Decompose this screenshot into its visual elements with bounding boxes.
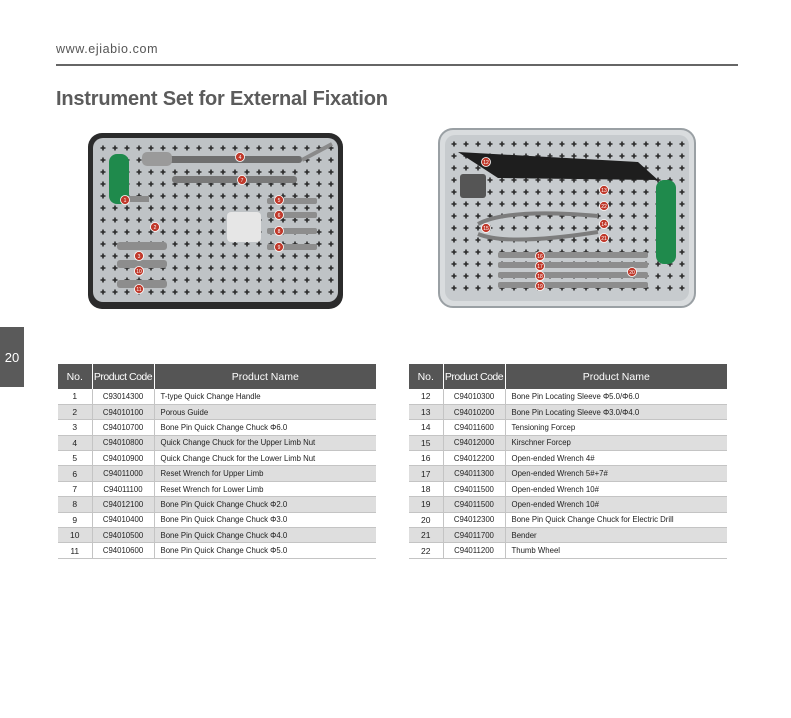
page-number-tab: 20 [0, 327, 24, 387]
item-number: 21 [409, 528, 443, 543]
product-name: Open-ended Wrench 10# [505, 497, 727, 512]
product-code: C94012100 [92, 497, 154, 512]
instrument-tray-right-photo [438, 128, 696, 308]
item-number: 4 [58, 435, 92, 450]
callout-number: 11 [136, 287, 142, 293]
table-row [58, 481, 376, 496]
table-header-row [58, 364, 376, 389]
header-product-code: Product Code [92, 364, 154, 389]
header-product-name: Product Name [154, 364, 376, 389]
reset-wrench-lower-shaft [172, 176, 297, 183]
product-name: Open-ended Wrench 5#+7# [505, 466, 727, 481]
callout-number: 1 [123, 198, 127, 204]
table-row [409, 420, 727, 435]
callout-number: 7 [240, 178, 244, 184]
table-row [58, 528, 376, 543]
item-number: 5 [58, 451, 92, 466]
product-code: C94010400 [92, 512, 154, 527]
product-code: C94010100 [92, 404, 154, 419]
item-number: 19 [409, 497, 443, 512]
header-product-name: Product Name [505, 364, 727, 389]
callout-number: 20 [629, 270, 635, 276]
page-title: Instrument Set for External Fixation [56, 88, 388, 110]
instrument-table-left [58, 364, 376, 559]
table-right-body [409, 389, 727, 558]
item-number: 7 [58, 481, 92, 496]
callout-number: 19 [537, 284, 543, 290]
callout-number: 16 [537, 254, 543, 260]
item-number: 2 [58, 404, 92, 419]
table-row [58, 435, 376, 450]
table-row [409, 451, 727, 466]
table-row [58, 497, 376, 512]
instrument-table-right [409, 364, 727, 559]
product-name: Bone Pin Quick Change Chuck Φ4.0 [154, 528, 376, 543]
table-row [58, 404, 376, 419]
reset-wrench-upper-head [142, 152, 172, 166]
callout-number: 5 [277, 198, 281, 204]
product-name: Bone Pin Quick Change Chuck Φ5.0 [154, 543, 376, 558]
table-row [409, 497, 727, 512]
product-name: Quick Change Chuck for the Upper Limb Nut [154, 435, 376, 450]
porous-guide [227, 212, 261, 242]
wrench-18 [498, 272, 648, 278]
drill-chuck-head [460, 174, 486, 198]
header-product-code: Product Code [443, 364, 505, 389]
product-code: C94011600 [443, 420, 505, 435]
product-name: Reset Wrench for Upper Limb [154, 466, 376, 481]
callout-number: 4 [238, 155, 242, 161]
product-code: C94010600 [92, 543, 154, 558]
callout-number: 3 [137, 254, 141, 260]
callout-number: 15 [483, 226, 489, 232]
product-name: Bone Pin Quick Change Chuck for Electric Drill [505, 512, 727, 527]
callout-number: 9 [277, 245, 281, 251]
table-row [58, 543, 376, 558]
table-row [58, 451, 376, 466]
product-name: T-type Quick Change Handle [154, 389, 376, 404]
product-name: Porous Guide [154, 404, 376, 419]
table-row [409, 435, 727, 450]
item-number: 12 [409, 389, 443, 404]
item-number: 13 [409, 404, 443, 419]
table-row [409, 528, 727, 543]
callout-number: 10 [136, 269, 142, 275]
tray-left-illustration [87, 132, 344, 310]
instrument-tray-left-photo [87, 132, 344, 310]
product-name: Thumb Wheel [505, 543, 727, 558]
product-name: Tensioning Forcep [505, 420, 727, 435]
callout-number: 22 [601, 204, 607, 210]
product-code: C94011300 [443, 466, 505, 481]
wrench-19 [498, 282, 648, 288]
table-row [58, 420, 376, 435]
table-row [409, 404, 727, 419]
item-number: 18 [409, 481, 443, 496]
tray-right-illustration [438, 128, 696, 308]
product-code: C94012300 [443, 512, 505, 527]
item-number: 6 [58, 466, 92, 481]
header-rule [56, 64, 738, 66]
callout-number: 18 [537, 274, 543, 280]
item-number: 1 [58, 389, 92, 404]
table-header-row [409, 364, 727, 389]
product-name: Bone Pin Locating Sleeve Φ5.0/Φ6.0 [505, 389, 727, 404]
product-code: C94010500 [92, 528, 154, 543]
product-name: Reset Wrench for Lower Limb [154, 481, 376, 496]
product-code: C94012200 [443, 451, 505, 466]
product-code: C94010900 [92, 451, 154, 466]
product-name: Kirschner Forcep [505, 435, 727, 450]
wrench-17 [498, 262, 648, 268]
product-code: C94011200 [443, 543, 505, 558]
callout-number: 12 [483, 160, 489, 166]
product-name: Bone Pin Quick Change Chuck Φ6.0 [154, 420, 376, 435]
table-row [409, 481, 727, 496]
product-code: C94010300 [443, 389, 505, 404]
product-code: C94010700 [92, 420, 154, 435]
table-row [409, 466, 727, 481]
item-number: 14 [409, 420, 443, 435]
product-code: C94011000 [92, 466, 154, 481]
product-code: C94011700 [443, 528, 505, 543]
header-no: No. [58, 364, 92, 389]
table-row [409, 543, 727, 558]
chuck-4 [117, 260, 167, 268]
product-code: C94011500 [443, 481, 505, 496]
item-number: 17 [409, 466, 443, 481]
table-row [58, 466, 376, 481]
callout-number: 21 [601, 236, 607, 242]
callout-number: 14 [601, 222, 607, 228]
callout-number: 17 [537, 264, 543, 270]
item-number: 3 [58, 420, 92, 435]
product-code: C94011500 [443, 497, 505, 512]
product-name: Bone Pin Quick Change Chuck Φ3.0 [154, 512, 376, 527]
item-number: 22 [409, 543, 443, 558]
product-name: Open-ended Wrench 10# [505, 481, 727, 496]
item-number: 20 [409, 512, 443, 527]
t-handle-green-right [656, 180, 676, 264]
table-left-body [58, 389, 376, 558]
item-number: 16 [409, 451, 443, 466]
wrench-16 [498, 252, 648, 258]
item-number: 10 [58, 528, 92, 543]
callout-number: 2 [153, 225, 157, 231]
callout-number: 6 [277, 213, 281, 219]
product-name: Bone Pin Quick Change Chuck Φ2.0 [154, 497, 376, 512]
product-code: C94010200 [443, 404, 505, 419]
t-handle-shaft [127, 196, 149, 202]
table-row [409, 512, 727, 527]
table-row [58, 389, 376, 404]
product-code: C93014300 [92, 389, 154, 404]
product-code: C94011100 [92, 481, 154, 496]
table-row [58, 512, 376, 527]
item-number: 9 [58, 512, 92, 527]
item-number: 11 [58, 543, 92, 558]
header-no: No. [409, 364, 443, 389]
product-name: Open-ended Wrench 4# [505, 451, 727, 466]
chuck-3 [117, 242, 167, 250]
table-row [409, 389, 727, 404]
item-number: 8 [58, 497, 92, 512]
product-name: Bone Pin Locating Sleeve Φ3.0/Φ4.0 [505, 404, 727, 419]
callout-number: 8 [277, 229, 281, 235]
product-name: Bender [505, 528, 727, 543]
product-code: C94012000 [443, 435, 505, 450]
site-url[interactable]: www.ejiabio.com [56, 42, 159, 56]
item-number: 15 [409, 435, 443, 450]
product-name: Quick Change Chuck for the Lower Limb Nut [154, 451, 376, 466]
product-code: C94010800 [92, 435, 154, 450]
callout-number: 13 [601, 188, 607, 194]
